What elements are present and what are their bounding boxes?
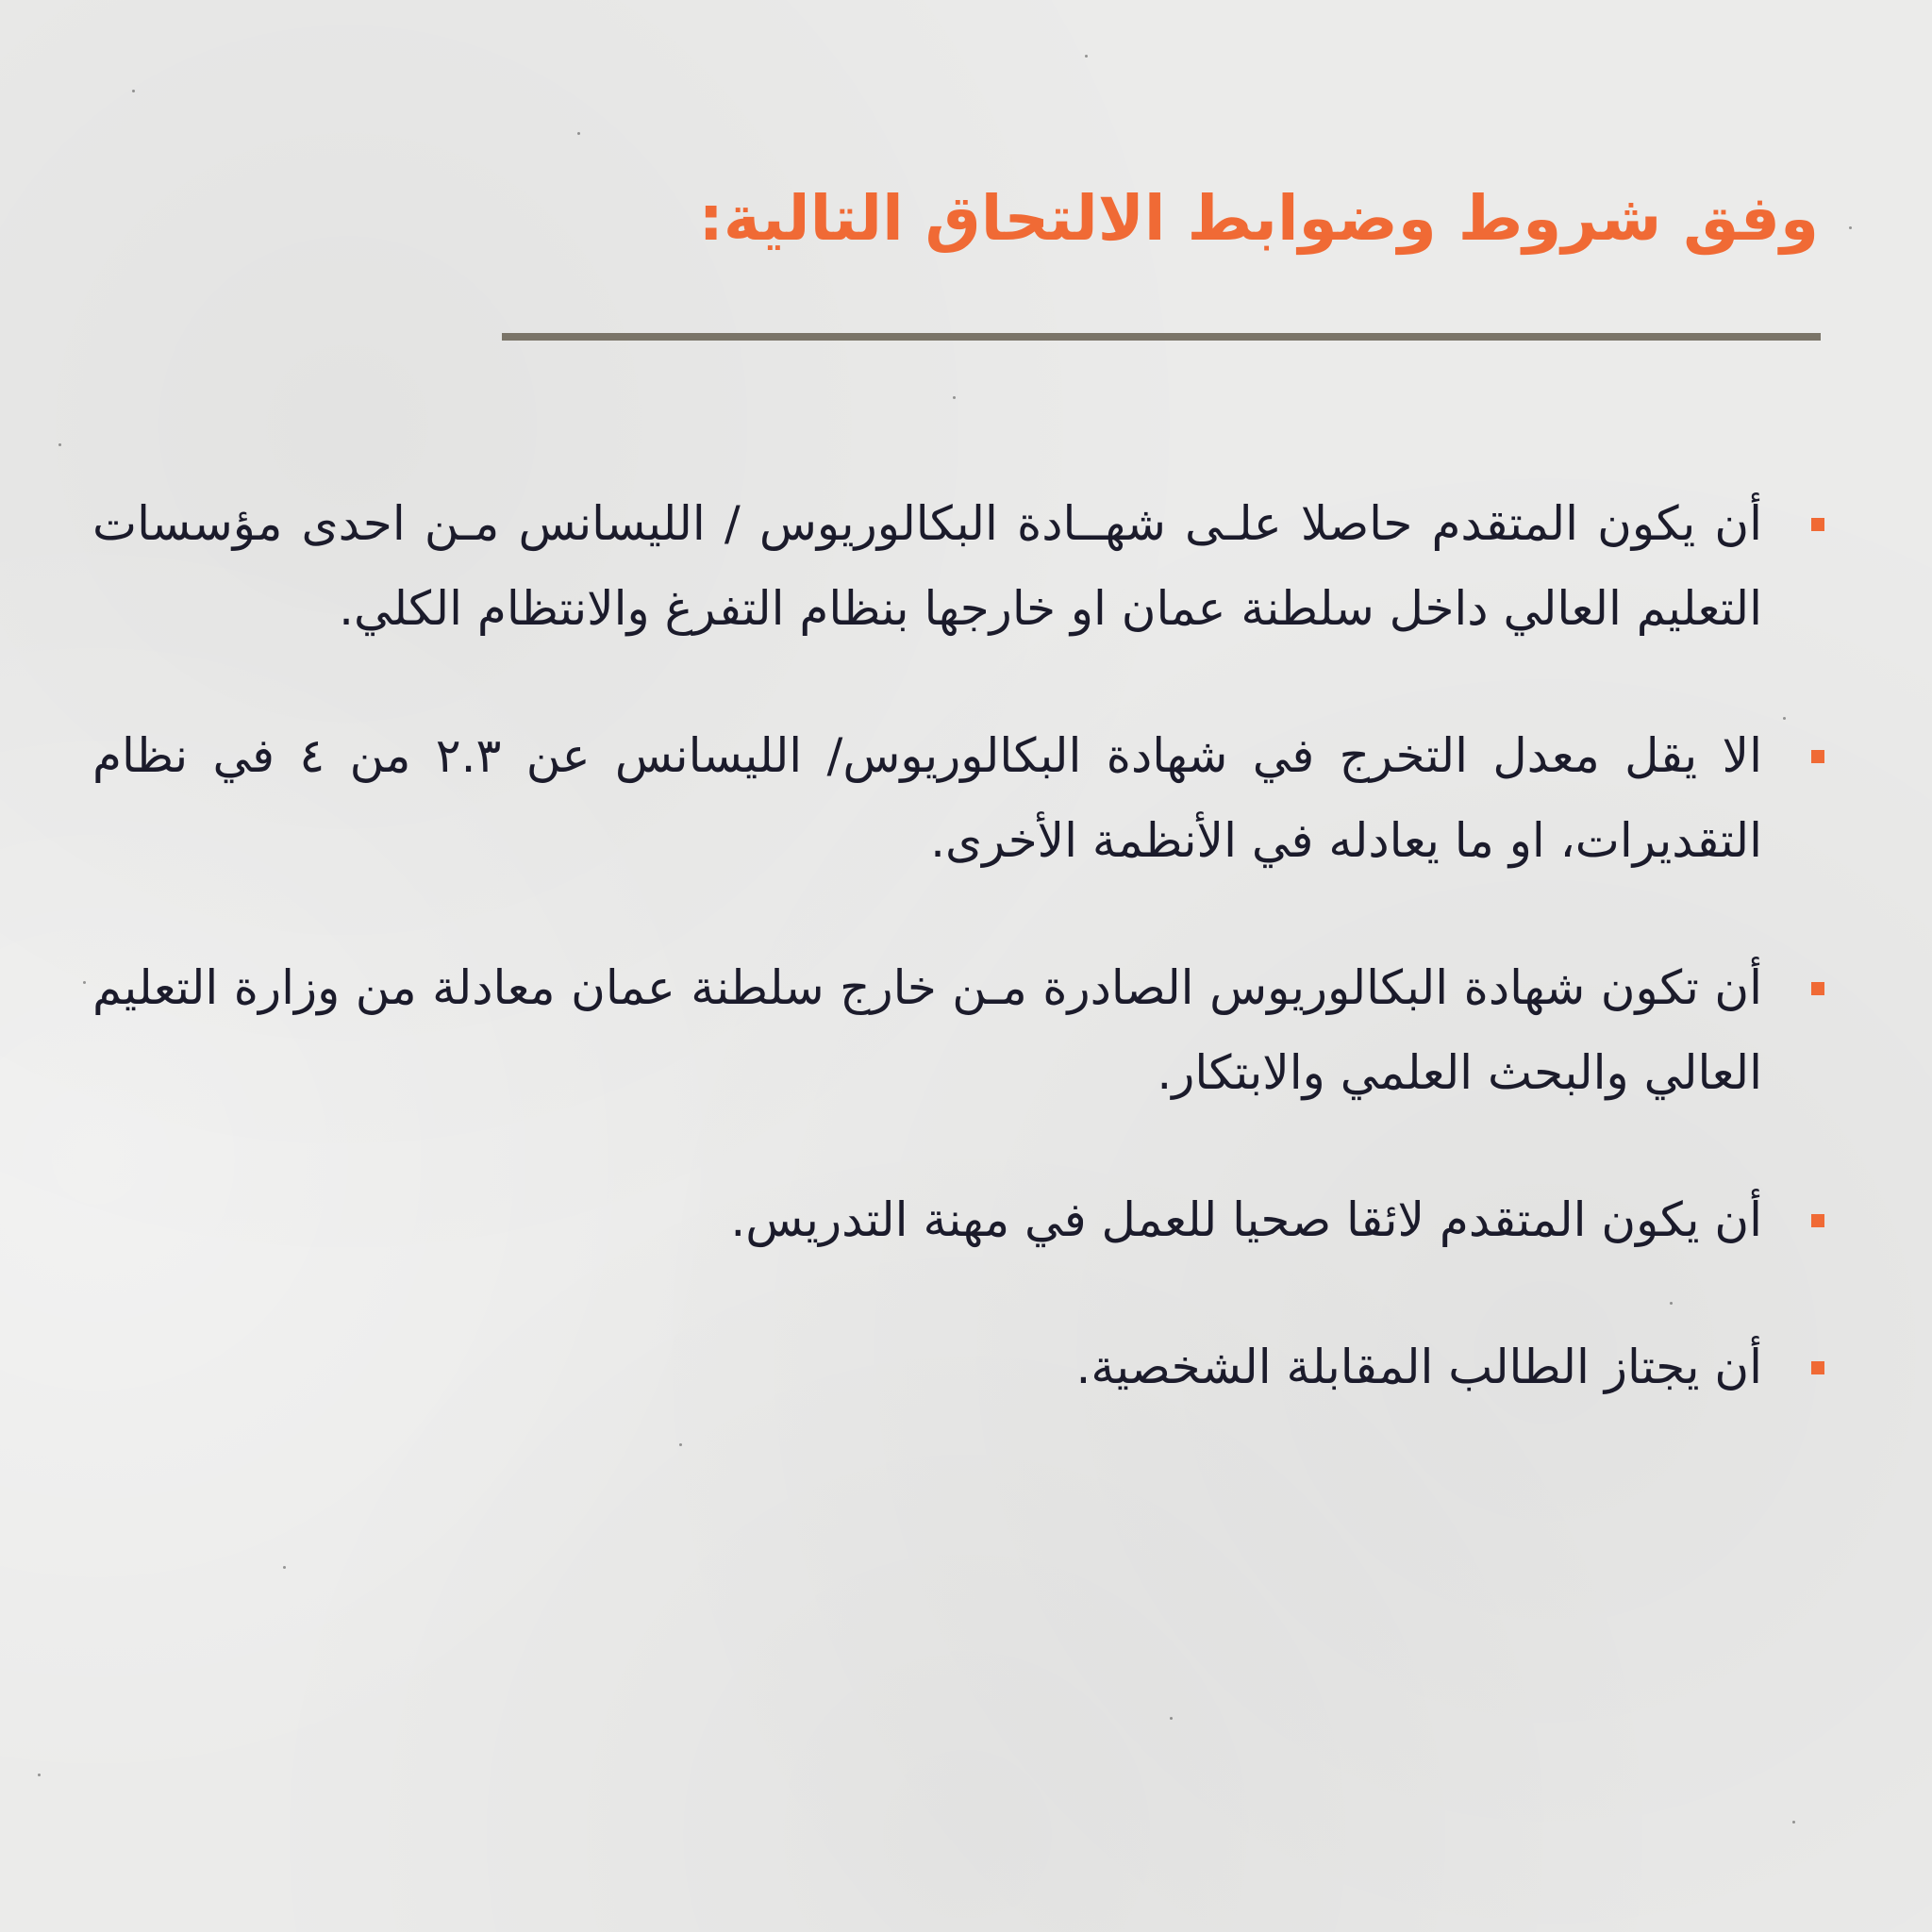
list-item <box>92 1177 1847 1262</box>
page-title: وفق شروط وضوابط الالتحاق التالية: <box>698 182 1819 255</box>
square-bullet-icon <box>1811 982 1824 995</box>
list-item <box>92 481 1847 651</box>
requirement-text: الا يقل معدل التخرج في شهادة البكالوريوس/ الليسانس عن ٢.٣ من ٤ في نظام التقديرات، او ما يعادله في الأنظمة الأخرى. <box>92 728 1762 868</box>
list-item <box>92 713 1847 883</box>
requirement-text: أن يجتاز الطالب المقابلة الشخصية. <box>1075 1340 1762 1394</box>
square-bullet-icon <box>1811 1214 1824 1227</box>
list-item <box>92 945 1847 1115</box>
square-bullet-icon <box>1811 518 1824 531</box>
list-item <box>92 1324 1847 1409</box>
title-divider <box>502 333 1821 341</box>
requirement-text: أن يكون المتقدم لائقا صحيا للعمل في مهنة التدريس. <box>730 1192 1762 1247</box>
square-bullet-icon <box>1811 1361 1824 1374</box>
square-bullet-icon <box>1811 750 1824 763</box>
requirement-text: أن يكون المتقدم حاصلا علـى شهــادة البكالوريوس / الليسانس مـن احدى مؤسسات التعليم العالي داخل سلطنة عمان او خارجها بنظام التفرغ والانتظام الكلي. <box>92 496 1762 636</box>
requirements-list <box>92 481 1847 1472</box>
requirement-text: أن تكون شهادة البكالوريوس الصادرة مـن خارج سلطنة عمان معادلة من وزارة التعليم العالي والبحث العلمي والابتكار. <box>92 960 1762 1100</box>
